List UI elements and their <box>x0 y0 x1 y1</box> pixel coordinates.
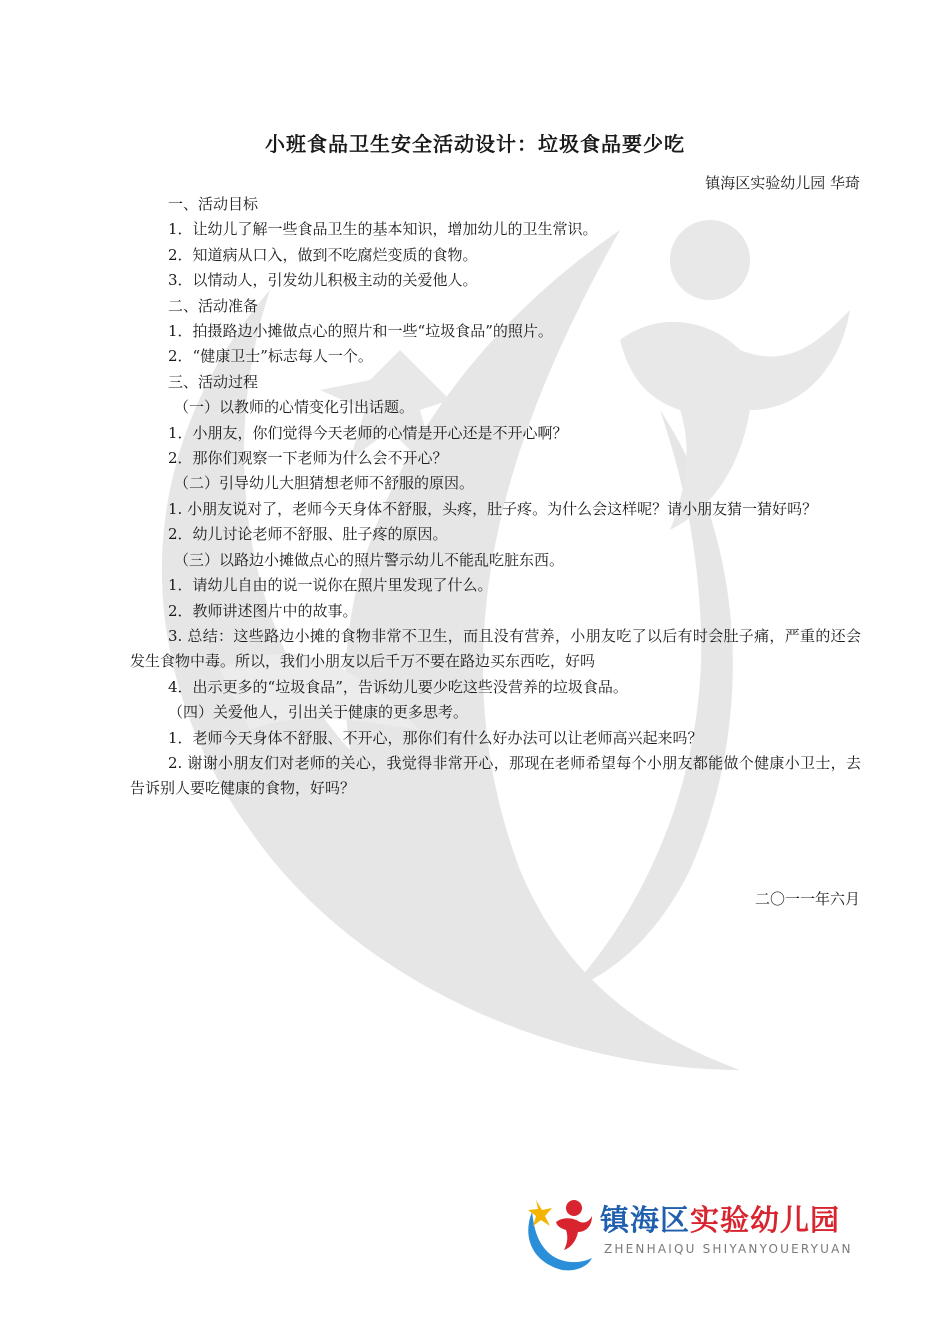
document-body <box>130 192 861 802</box>
body-paragraph: （二）引导幼儿大胆猜想老师不舒服的原因。 <box>174 474 475 493</box>
body-paragraph: 4．出示更多的“垃圾食品”，告诉幼儿要少吃这些没营养的垃圾食品。 <box>168 677 628 696</box>
body-paragraph: 1．让幼儿了解一些食品卫生的基本知识，增加幼儿的卫生常识。 <box>168 220 598 239</box>
body-paragraph: 2．知道病从口入，做到不吃腐烂变质的食物。 <box>168 245 478 264</box>
body-paragraph: （一）以教师的心情变化引出话题。 <box>174 398 415 417</box>
body-paragraph: 3．以情动人，引发幼儿积极主动的关爱他人。 <box>168 271 478 290</box>
body-paragraph: 1．请幼儿自由的说一说你在照片里发现了什么。 <box>168 576 493 595</box>
body-paragraph: （四）关爱他人，引出关于健康的更多思考。 <box>168 703 469 722</box>
body-paragraph: 三、活动过程 <box>168 372 259 391</box>
logo-emblem-icon <box>522 1192 594 1272</box>
logo-name-district: 镇海区 <box>600 1203 691 1237</box>
body-paragraph: 2．“健康卫士”标志每人一个。 <box>168 347 373 366</box>
body-paragraph: 2．那你们观察一下老师为什么会不开心？ <box>168 449 448 468</box>
body-paragraph: （三）以路边小摊做点心的照片警示幼儿不能乱吃脏东西。 <box>174 550 565 569</box>
body-paragraph: 一、活动目标 <box>168 195 259 213</box>
body-paragraph: 二、活动准备 <box>168 296 259 315</box>
author-line: 镇海区实验幼儿园 华琦 <box>705 174 860 192</box>
logo-name <box>600 1198 840 1239</box>
document-title: 小班食品卫生安全活动设计：垃圾食品要少吃 <box>265 132 685 156</box>
body-paragraph: 2．教师讲述图片中的故事。 <box>168 601 358 620</box>
document-date: 二〇一一年六月 <box>754 890 860 908</box>
logo-name-school: 实验幼儿园 <box>690 1203 841 1237</box>
body-paragraph: 1．拍摄路边小摊做点心的照片和一些“垃圾食品”的照片。 <box>168 322 553 341</box>
body-paragraph: 2. 谢谢小朋友们对老师的关心，我觉得非常开心，那现在老师希望每个小朋友都能做个健康小卫士，去告诉别人要吃健康的食物，好吗？ <box>130 753 861 798</box>
body-paragraph: 1．小朋友，你们觉得今天老师的心情是开心还是不开心啊？ <box>168 423 568 442</box>
body-paragraph: 2．幼儿讨论老师不舒服、肚子疼的原因。 <box>168 525 448 544</box>
body-paragraph: 1. 小朋友说对了，老师今天身体不舒服，头疼，肚子疼。为什么会这样呢？请小朋友猜一猜好吗？ <box>168 499 818 518</box>
body-paragraph: 1．老师今天身体不舒服、不开心，那你们有什么好办法可以让老师高兴起来吗？ <box>168 728 703 747</box>
kindergarten-logo <box>522 1192 867 1274</box>
body-paragraph: 3. 总结：这些路边小摊的食物非常不卫生，而且没有营养，小朋友吃了以后有时会肚子痛，严重的还会发生食物中毒。所以，我们小朋友以后千万不要在路边买东西吃，好吗 <box>130 626 861 671</box>
logo-pinyin: ZHENHAIQU SHIYANYOUERYUAN <box>604 1242 853 1256</box>
